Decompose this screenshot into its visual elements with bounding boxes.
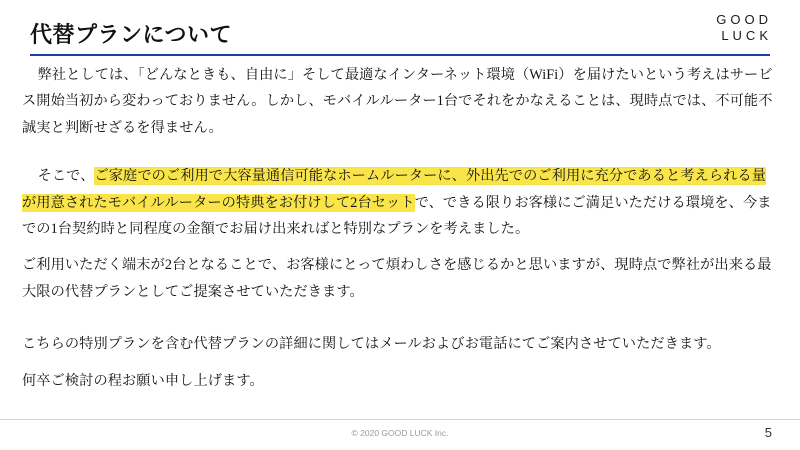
paragraph-2-lead: そこで、 bbox=[37, 168, 95, 185]
paragraph-5: 何卒ご検討の程お願い申し上げます。 bbox=[22, 372, 264, 389]
paragraph-2 bbox=[22, 163, 778, 242]
logo-line-luck: LUCK bbox=[721, 28, 772, 44]
paragraph-2-tail: で、できる限りお客様にご満足いただける環境を、今までの1台契約時と同程度の金額でお届け出来ればと特別なプランを考えました。 bbox=[22, 194, 772, 238]
paragraph-2-highlight: ご家庭でのご利用で大容量通信可能なホームルーターに、外出先でのご利用に充分であると考えられる量が用意されたモバイルルーターの特典をお付けして2台セット bbox=[22, 168, 767, 211]
copyright-text: © 2020 GOOD LUCK Inc. bbox=[351, 428, 449, 438]
page-title: 代替プランについて bbox=[30, 22, 233, 47]
paragraph-1: 弊社としては、「どんなときも、自由に」そして最適なインターネット環境（WiFi）を届けたいという考えはサービス開始当初から変わっておりません。しかし、モバイルルーター1台でそれをかなえることは、現時点では、不可能不誠実と判断せざるを得ません。 bbox=[22, 67, 773, 136]
footer-divider bbox=[0, 419, 800, 420]
paragraph-4: こちらの特別プランを含む代替プランの詳細に関してはメールおよびお電話にてご案内させていただきます。 bbox=[22, 336, 721, 353]
paragraph-3: ご利用いただく端末が2台となることで、お客様にとって煩わしさを感じるかと思いますが、現時点で弊社が出来る最大限の代替プランとしてご提案させていただきます。 bbox=[22, 257, 772, 300]
page-number: 5 bbox=[764, 425, 772, 440]
slide-body bbox=[22, 62, 778, 394]
logo-line-good: GOOD bbox=[716, 12, 772, 27]
title-divider bbox=[30, 54, 770, 56]
logo bbox=[716, 12, 772, 45]
